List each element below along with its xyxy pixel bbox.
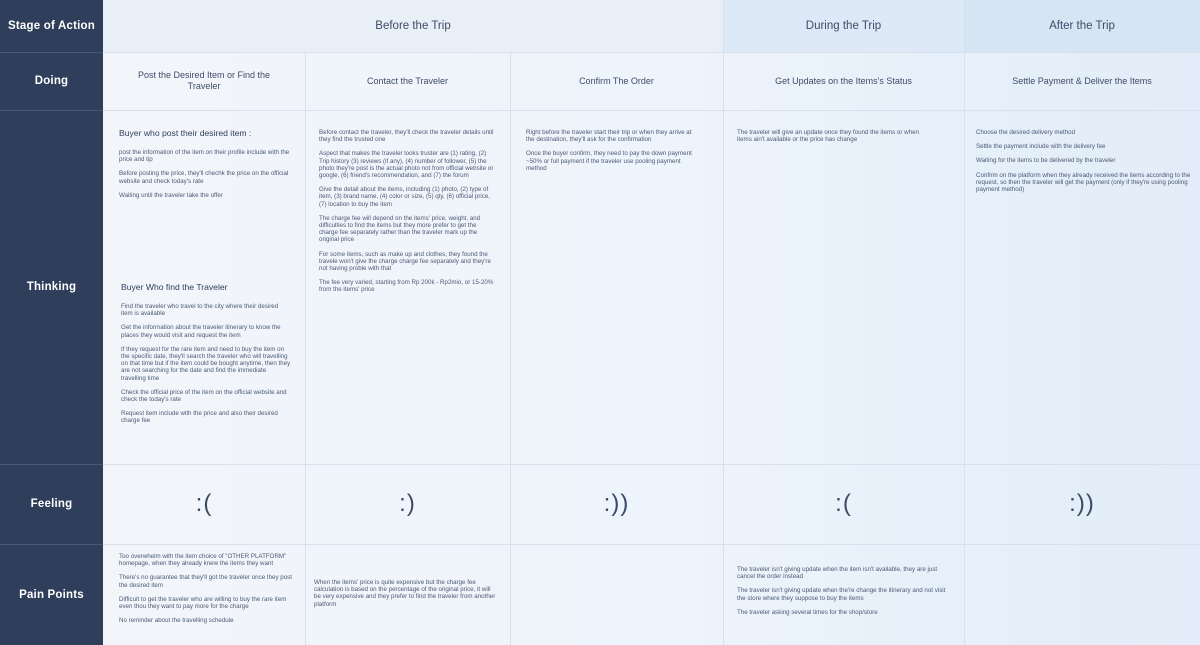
stage-before-trip: Before the Trip: [103, 0, 723, 52]
thinking-note: If they request for the rare item and need to buy the item on the specific date, they'll search the traveler who will travelling on that time but if the item could be bought anytime, then they are not searching for the date and find the immediate travelling time: [121, 345, 291, 382]
label-divider: [0, 110, 103, 111]
label-divider: [0, 464, 103, 465]
thinking-note: Settle the payment include with the delivery fee: [976, 143, 1106, 151]
thinking-note: The charge fee will depend on the items' price, weight, and difficulties to find the items but they more prefer to get the charge fee separately rather than the traveler mark up the original price: [319, 214, 481, 244]
pain-note: Too overwhelm with the item choice of "OTHER PLATFORM" homepage, when they already knew the items they want: [119, 553, 287, 568]
column-divider: [510, 52, 511, 645]
doing-confirm-order: Confirm The Order: [579, 75, 654, 86]
pain-post-find-block: [119, 553, 299, 631]
thinking-note: Before contact the traveler, they'll check the traveler details until they find the trusted one: [319, 129, 494, 144]
feeling-sad-face: :(: [195, 490, 213, 517]
thinking-note: Get the information about the traveler itinerary to know the places they would visit and request the item: [121, 324, 281, 339]
feeling-very-happy-face: :)): [603, 490, 630, 517]
thinking-contact-block: [319, 129, 497, 301]
thinking-note: Confirm on the platform when they already received the items according to the request, so then the traveler will get the payment (only if they're using pooling payment method): [976, 171, 1191, 194]
feeling-sad-face: :(: [835, 490, 852, 517]
thinking-note: The fee very varied, starting from Rp 200k - Rp2mio, or 15-20% from the items' price: [319, 279, 494, 294]
thinking-settle-block: [976, 129, 1194, 200]
thinking-note: Choose the desired delivery method: [976, 129, 1076, 136]
label-divider: [0, 544, 103, 545]
thinking-post-block: [119, 128, 291, 206]
pain-note: The traveler isn't giving update when the're change the itinerary and not visit the store where they suppose to buy the items: [737, 587, 946, 602]
thinking-note: For some items, such as make up and clothes, they found the travele won't give the charge charge fee separately and they're not having proble with that: [319, 250, 491, 273]
thinking-find-block: [121, 282, 291, 432]
thinking-note: Request item include with the price and also their desired charge fee: [121, 410, 278, 425]
thinking-note: Find the traveler who travel to the city where their desired item is available: [121, 303, 279, 318]
row-label-thinking: Thinking: [26, 281, 77, 293]
thinking-note: Waiting for the items to be delivered by the traveler: [976, 157, 1116, 165]
row-label-stage: Stage of Action: [8, 20, 95, 32]
thinking-note: The traveler will give an update once they found the items or when items ain't available or the price has change: [737, 129, 919, 144]
stage-after-trip: After the Trip: [964, 0, 1200, 52]
row-label-doing: Doing: [34, 75, 69, 87]
thinking-note: Aspect that makes the traveler looks truster are (1) rating, (2) Trip history (3) reviews (if any), (4) number of follower, (5) the photo they're post is the actual photo not from official website or google, (6) friend's recommendation, and (7) the forum: [319, 150, 494, 180]
doing-contact-traveler: Contact the Traveler: [366, 75, 449, 86]
thinking-note: post the information of the item on their profile include with the price and tip: [119, 149, 290, 164]
pain-note: There's no guarantee that they'll got the traveler once they post the desired item: [119, 574, 292, 589]
thinking-note: Check the official price of the item on the official website and check the today's rate: [121, 388, 287, 404]
thinking-confirm-block: [526, 129, 696, 179]
thinking-note: Right before the traveler start their trip or when they arrive at the destination, they'll ask for the confirmation: [526, 129, 692, 144]
thinking-note: Waiting until the traveler take the offer: [119, 191, 223, 199]
grid-line: [0, 110, 1200, 111]
thinking-post-heading: Buyer who post their desired item :: [119, 128, 252, 138]
pain-note: No reminder about the travelling schedule: [119, 617, 234, 625]
pain-note: Difficult to get the traveler who are willing to buy the rare item even thou they want to pay more for the charge: [119, 595, 287, 611]
column-divider: [305, 52, 306, 645]
doing-settle-payment: Settle Payment & Deliver the Items: [1012, 75, 1152, 86]
label-divider: [0, 52, 103, 53]
pain-note: When the items' price is quite expensive but the charge fee calculation is based on the percentage of the original price, it will be very expensive and they prefer to find the traveler from another platform: [314, 579, 496, 608]
row-label-pain-points: Pain Points: [19, 588, 84, 601]
feeling-happy-face: :): [399, 490, 416, 517]
doing-get-updates: Get Updates on the Items's Status: [775, 75, 912, 86]
pain-note: The traveler asking several times for the shop/store: [737, 608, 878, 616]
pain-contact-block: [314, 579, 498, 615]
thinking-note: Give the detail about the items, including (1) photo, (2) type of item, (3) brand name, (4) color or size, (5) qty, (6) official price, (7) location to buy the item: [319, 186, 491, 208]
row-label-feeling: Feeling: [30, 498, 73, 510]
thinking-updates-block: [737, 129, 933, 150]
thinking-note: Once the buyer confirm, they need to pay the down payment ~50% or full payment if the traveler use pooling payment method: [526, 150, 692, 172]
grid-line: [0, 544, 1200, 545]
thinking-note: Before posting the price, they'll chechk the price on the official website and check today's rate: [119, 170, 289, 185]
doing-post-or-find: Post the Desired Item or Find the Traveler: [137, 70, 271, 91]
pain-updates-block: [737, 566, 949, 623]
stage-during-trip: During the Trip: [723, 0, 964, 52]
pain-note: The traveler isn't giving update when the item isn't available, they are just cancel the order instead: [737, 566, 938, 581]
thinking-find-heading: Buyer Who find the Traveler: [121, 282, 228, 292]
feeling-very-happy-face: :)): [1069, 490, 1095, 517]
